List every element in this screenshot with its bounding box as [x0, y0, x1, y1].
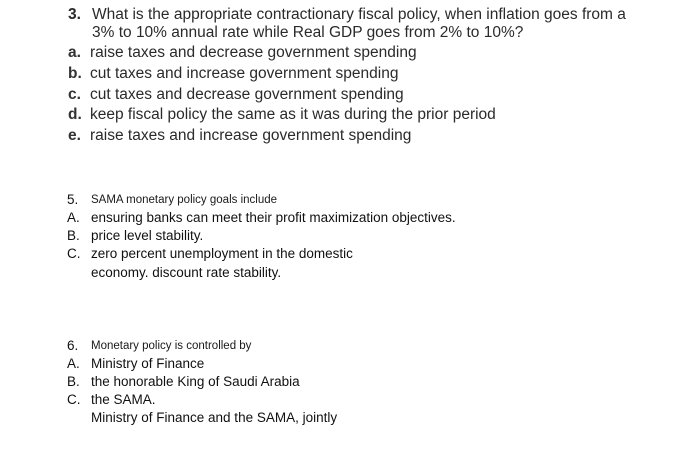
question-stem: SAMA monetary policy goals include: [91, 194, 278, 206]
option-text: keep fiscal policy the same as it was during the prior period: [90, 106, 496, 123]
question-stem-line-1: What is the appropriate contractionary fiscal policy, when inflation goes from a: [92, 6, 626, 23]
question-number: 5.: [67, 192, 79, 207]
option-letter: a.: [68, 44, 81, 61]
option-letter: C.: [67, 246, 81, 261]
question-number: 6.: [67, 338, 79, 353]
option-letter: b.: [68, 65, 82, 82]
option-text: cut taxes and increase government spending: [90, 65, 399, 82]
question-stem: Monetary policy is controlled by: [91, 340, 252, 352]
option-continuation-line: economy. discount rate stability.: [91, 265, 282, 280]
question-number: 3.: [68, 6, 81, 23]
option-text: the SAMA.: [91, 392, 156, 407]
option-letter: B.: [67, 374, 80, 389]
option-text: the honorable King of Saudi Arabia: [91, 374, 300, 389]
option-text: ensuring banks can meet their profit maximization objectives.: [91, 210, 456, 225]
option-letter: e.: [68, 127, 81, 144]
option-text: zero percent unemployment in the domestic: [91, 246, 353, 261]
option-letter: A.: [67, 210, 80, 225]
question-stem-line-2: 3% to 10% annual rate while Real GDP goes from 2% to 10%?: [92, 24, 524, 41]
option-letter: c.: [68, 86, 81, 103]
option-continuation-line: Ministry of Finance and the SAMA, jointly: [91, 410, 338, 425]
option-letter: d.: [68, 106, 82, 123]
option-letter: C.: [67, 392, 81, 407]
option-text: raise taxes and increase government spending: [90, 127, 412, 144]
option-text: raise taxes and decrease government spending: [90, 44, 417, 61]
option-letter: A.: [67, 356, 80, 371]
option-text: Ministry of Finance: [91, 356, 205, 371]
option-letter: B.: [67, 228, 80, 243]
option-text: cut taxes and decrease government spending: [90, 86, 404, 103]
option-text: price level stability.: [91, 228, 204, 243]
